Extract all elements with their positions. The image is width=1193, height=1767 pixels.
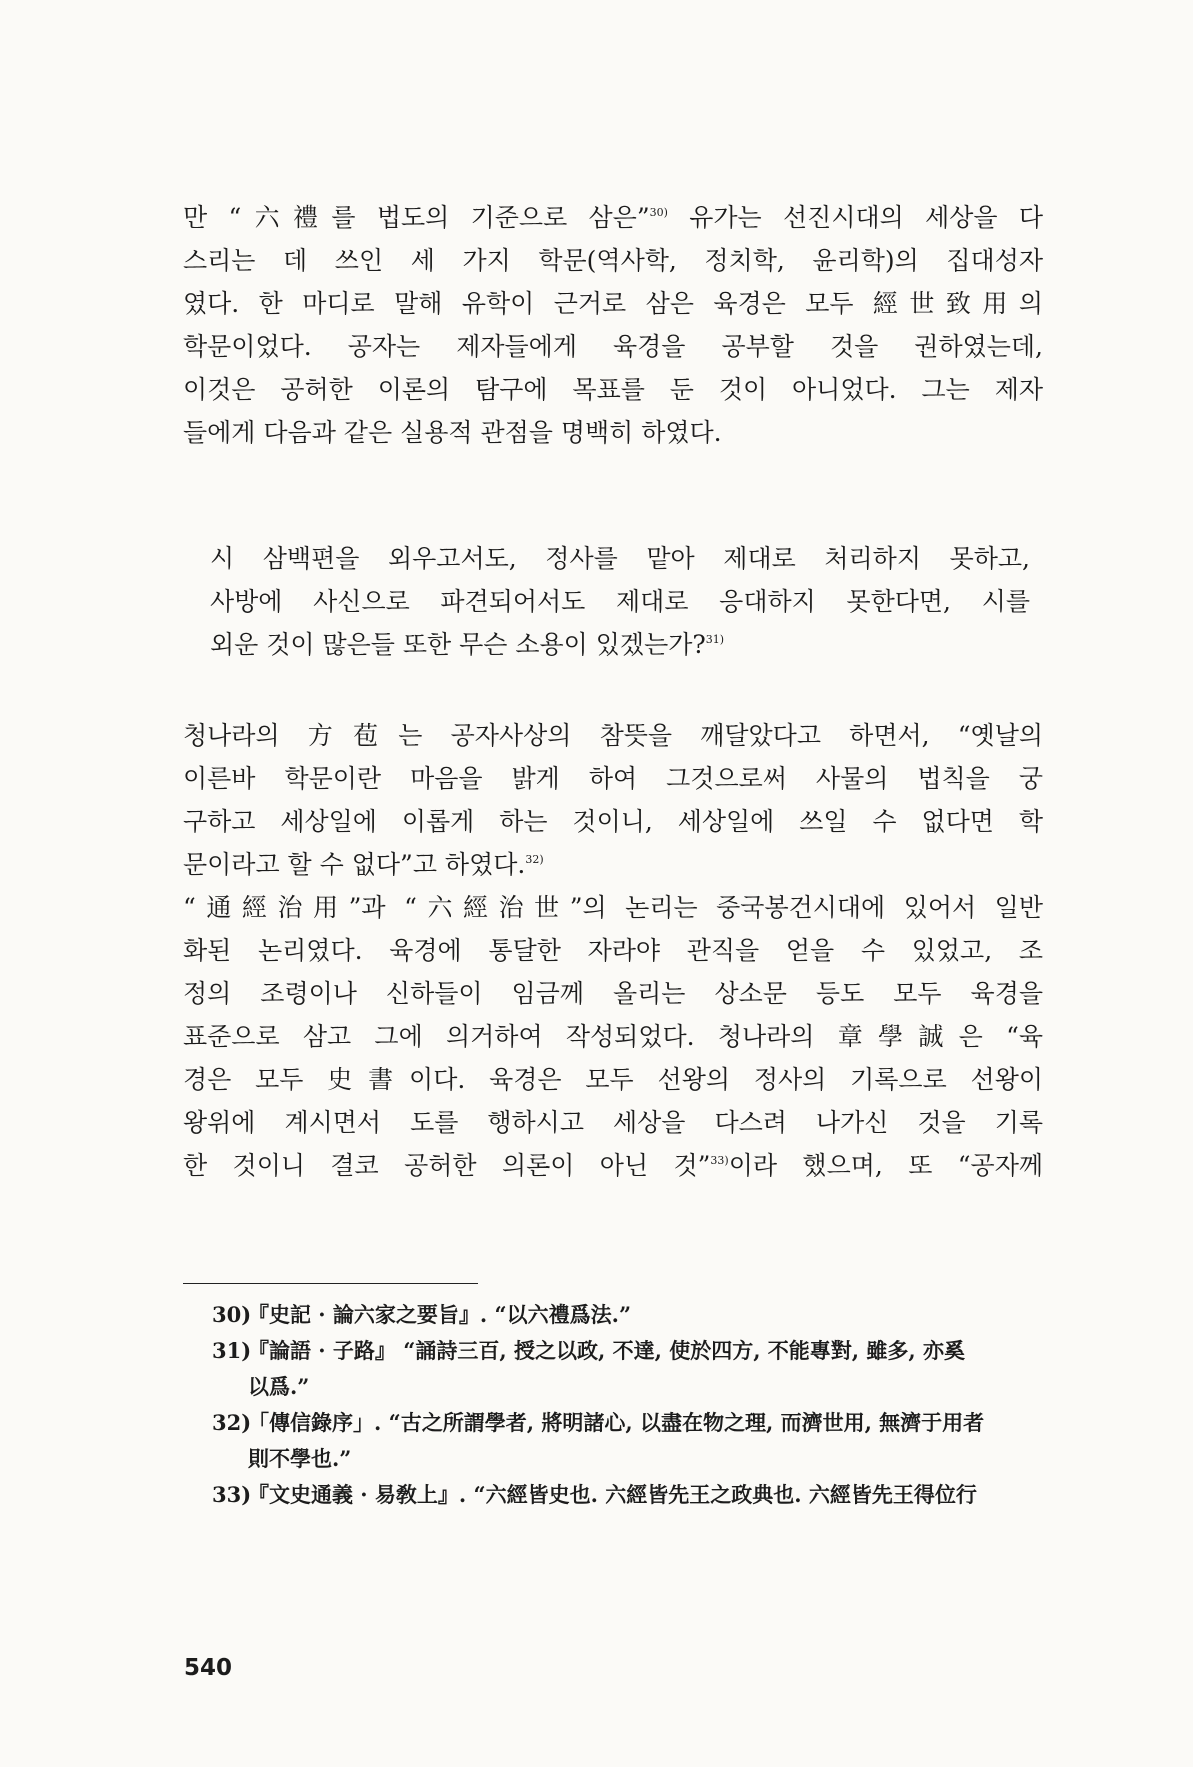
quote-line: 사방에 사신으로 파견되어서도 제대로 응대하지 못한다면, 시를 — [210, 587, 1030, 616]
footnote-31: 31)『論語 · 子路』 “誦詩三百, 授之以政, 不達, 使於四方, 不能專對, 雖多, 亦奚 — [212, 1338, 966, 1363]
text-line: 한 것이니 결코 공허한 의론이 아닌 것”$^{33)}$이라 했으며, 또 “공자께 — [183, 1151, 1043, 1180]
text-line: 화된 논리였다. 육경에 통달한 자라야 관직을 얻을 수 있었고, 조 — [183, 936, 1043, 965]
footnote-31-continued: 以爲.” — [248, 1374, 310, 1399]
footnote-ref: 30) — [649, 206, 668, 219]
text-line: 구하고 세상일에 이롭게 하는 것이니, 세상일에 쓰일 수 없다면 학 — [183, 807, 1043, 836]
page-number: 540 — [184, 1655, 233, 1681]
text-line: “通經治用”과 “六經治世”의 논리는 중국봉건시대에 있어서 일반 — [183, 893, 1043, 922]
block-quote — [210, 537, 1030, 666]
footnotes — [212, 1297, 1052, 1513]
text-line: 만 “六禮를 법도의 기준으로 삼은”$^{30)}$ 유가는 선진시대의 세상을 다 — [183, 203, 1044, 232]
quote-line: 시 삼백편을 외우고서도, 정사를 맡아 제대로 처리하지 못하고, — [210, 544, 1030, 573]
quote-line: 외운 것이 많은들 또한 무슨 소용이 있겠는가?$^{31)}$ — [210, 630, 725, 659]
footnote-32-continued: 則不學也.” — [248, 1446, 352, 1471]
paragraph-2 — [183, 714, 1043, 1187]
text-line: 표준으로 삼고 그에 의거하여 작성되었다. 청나라의 章學誠은 “육 — [183, 1022, 1043, 1051]
text-line: 왕위에 계시면서 도를 행하시고 세상을 다스려 나가신 것을 기록 — [183, 1108, 1043, 1137]
footnote-ref: 33) — [710, 1154, 729, 1167]
text-line: 스리는 데 쓰인 세 가지 학문(역사학, 정치학, 윤리학)의 집대성자 — [183, 246, 1043, 275]
footnote-ref: 32) — [525, 853, 544, 866]
footnote-33: 33)『文史通義 · 易敎上』. “六經皆史也. 六經皆先王之政典也. 六經皆先王得位行 — [212, 1482, 977, 1507]
text-line: 정의 조령이나 신하들이 임금께 올리는 상소문 등도 모두 육경을 — [183, 979, 1043, 1008]
text-line: 였다. 한 마디로 말해 유학이 근거로 삼은 육경은 모두 經世致用의 — [183, 289, 1043, 318]
paragraph-1 — [183, 196, 1043, 454]
footnote-divider — [183, 1283, 478, 1284]
text-line: 이것은 공허한 이론의 탐구에 목표를 둔 것이 아니었다. 그는 제자 — [183, 375, 1043, 404]
text-line: 들에게 다음과 같은 실용적 관점을 명백히 하였다. — [183, 418, 722, 447]
text-line: 경은 모두 史書이다. 육경은 모두 선왕의 정사의 기록으로 선왕이 — [183, 1065, 1043, 1094]
text-line: 이른바 학문이란 마음을 밝게 하여 그것으로써 사물의 법칙을 궁 — [183, 764, 1043, 793]
footnote-30: 30)『史記 · 論六家之要旨』. “以六禮爲法.” — [212, 1302, 632, 1327]
footnote-ref: 31) — [705, 633, 725, 646]
footnote-32: 32)「傳信錄序」. “古之所謂學者, 將明諸心, 以盡在物之理, 而濟世用, 無濟于用者 — [212, 1410, 985, 1435]
text-line: 청나라의 方苞는 공자사상의 참뜻을 깨달았다고 하면서, “옛날의 — [183, 721, 1043, 750]
text-line: 학문이었다. 공자는 제자들에게 육경을 공부할 것을 권하였는데, — [183, 332, 1043, 361]
text-line: 문이라고 할 수 없다”고 하였다.$^{32)}$ — [183, 850, 544, 879]
